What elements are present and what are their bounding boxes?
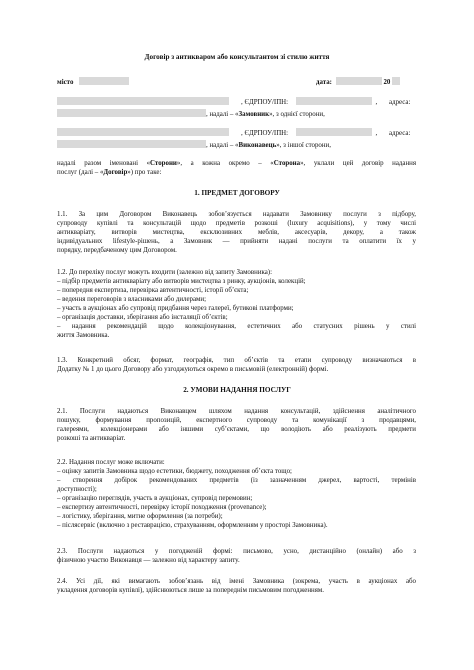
list-item: – організацію переглядів, участь в аукціонах, супровід перемовин;: [57, 495, 253, 502]
intro-paragraph: надалі разом іменовані «Сторони», а кожна окремо – «Сторона», уклали цей договір надання послуг (далі – «Договір») про таке:: [57, 160, 416, 176]
party1-role: Замовник: [238, 111, 270, 118]
party1-name-field[interactable]: [57, 97, 229, 105]
list-item: доступності);: [57, 486, 97, 493]
party2-address-label: адреса:: [389, 130, 411, 137]
party1-address-field[interactable]: [57, 109, 206, 117]
party1-address-label: адреса:: [389, 99, 411, 106]
list-item: – оцінку запитів Замовника щодо естетики, бюджету, походження об’єкта тощо;: [57, 468, 292, 475]
clause-2-3: 2.3. Послуги надаються у погодженій формі: письмово, усно, дистанційно (онлайн) або з фізичною участю Виконавця — залежно від характеру запиту.: [57, 548, 416, 564]
clause-2-4: 2.4. Усі дії, які вимагають зобов’язань від імені Замовника (зокрема, участь в аукціонах або укладення договорів купівлі), здійснюються лише за попереднім письмовим погодженням.: [57, 578, 416, 594]
party1-ids: , ЄДРПОУ/ІПН: , адреса:: [241, 99, 411, 106]
party2-edrpou-label: ЄДРПОУ/ІПН:: [244, 130, 289, 137]
party2-row2: [57, 140, 331, 150]
list-item: – післясервіс (включно з реставрацією, страхуванням, оформленням у просторі Замовника).: [57, 522, 328, 529]
year-prefix: 20: [383, 79, 391, 86]
clause-2-2: 2.2. Надання послуг може включати: – оцінку запитів Замовника щодо естетики, бюджету, походження об’єкта тощо; – створення добірок рекомендованих предметів (із зазначенням джерел, вартості, термінів доступності); – організацію переглядів, участь в аукціонах, супровід перемовин; – експертизу автентичності, перевірку історії походження (provenance); – логістику, зберігання, митне оформлення (за потреби); – післясервіс (включно з реставрацією, страхуванням, оформленням у просторі Замовника).: [57, 459, 416, 529]
year-field[interactable]: [392, 77, 400, 85]
party2-edrpou-field[interactable]: [296, 128, 372, 136]
party1-row1: [57, 97, 229, 107]
party1-edrpou-field[interactable]: [296, 97, 372, 105]
place-field[interactable]: [79, 77, 129, 85]
list-item: – організація доставки, зберігання або інсталяції об’єктів;: [57, 314, 228, 321]
list-item: – участь в аукціонах або супровід придбання через галереї, бутикові платформи;: [57, 305, 294, 312]
list-item: – попередня експертиза, перевірка автентичності, історії об’єкта;: [57, 287, 249, 294]
party1-suffix: », з однієї сторони,: [269, 111, 325, 118]
list-item: – створення добірок рекомендованих предметів (із зазначенням джерел, вартості, термінів: [57, 477, 416, 484]
party1-edrpou-label: ЄДРПОУ/ІПН:: [244, 99, 289, 106]
date-field[interactable]: [336, 77, 382, 85]
party2-prefix: , надалі – «: [206, 142, 239, 149]
list-item: – ведення переговорів з власниками або дилерами;: [57, 296, 207, 303]
clause-1-3: 1.3. Конкретний обсяг, формат, географія, тип об’єктів та етапи супроводу визначаються в Додатку № 1 до цього Договору або узгоджуються окремо в письмовій (електронній) формі.: [57, 357, 416, 373]
list-item: – експертизу автентичності, перевірку історії походження (provenance);: [57, 504, 267, 511]
place-row: [57, 77, 129, 87]
clause-2-1: 2.1. Послуги надаються Виконавцем шляхом надання консультацій, здійснення аналітичного пошуку, формування пропозицій, експертного супроводу та комунікації з продавцями, галереями, колекціонерами або іншими суб’єктами, що володіють або реалізують предмети розкоші та антикваріат.: [57, 408, 416, 442]
clause-1-2: 1.2. До переліку послуг можуть входити (залежно від запиту Замовника): – підбір предметів антикваріату або витворів мистецтва з ринку, аукціонів, колекцій; – попередня експертиза, перевірка автентичності, історії об’єкта; – ведення переговорів з власниками або дилерами; – участь в аукціонах або супровід придбання через галереї, бутикові платформи; – організація доставки, зберігання або інсталяції об’єктів; – надання рекомендацій щодо колекціонування, естетичних або статусних рішень у стилі життя Замовника.: [57, 269, 416, 339]
party1-row2: [57, 109, 325, 119]
clause-1-1: 1.1. За цим Договором Виконавець зобов’язується надавати Замовнику послуги з підбору, супроводу купівлі та консультацій щодо предметів розкоші (luxury acquisitions), у тому числі антикваріату, витворів мистецтва, ексклюзивних меблів, аксесуарів, декору, а також індивідуальних lifestyle-рішень, а Замовник — прийняти надані послуги та оплатити їх у порядку, передбаченому цим Договором.: [57, 211, 416, 254]
party2-row1: [57, 128, 229, 138]
place-label: місто: [57, 79, 74, 86]
list-item: – надання рекомендацій щодо колекціонування, естетичних або статусних рішень у стилі: [57, 323, 416, 330]
party2-suffix: », з іншої сторони,: [276, 142, 331, 149]
list-item: життя Замовника.: [57, 332, 110, 339]
date-label: дата:: [316, 79, 332, 86]
date-row: [316, 77, 400, 87]
list-item: – логістику, зберігання, митне оформлення (за потреби);: [57, 513, 223, 520]
party2-ids: , ЄДРПОУ/ІПН: , адреса:: [241, 130, 411, 137]
party2-address-field[interactable]: [57, 140, 206, 148]
party1-prefix: , надалі – «: [206, 111, 239, 118]
party2-role: Виконавець: [238, 142, 277, 149]
list-item: – підбір предметів антикваріату або витворів мистецтва з ринку, аукціонів, колекцій;: [57, 278, 306, 285]
section2-heading: 2. УМОВИ НАДАННЯ ПОСЛУГ: [183, 386, 291, 394]
section1-heading: 1. ПРЕДМЕТ ДОГОВОРУ: [194, 189, 280, 197]
document-title: Договір з антикваром або консультантом зі стилю життя: [144, 53, 330, 61]
party2-name-field[interactable]: [57, 128, 229, 136]
